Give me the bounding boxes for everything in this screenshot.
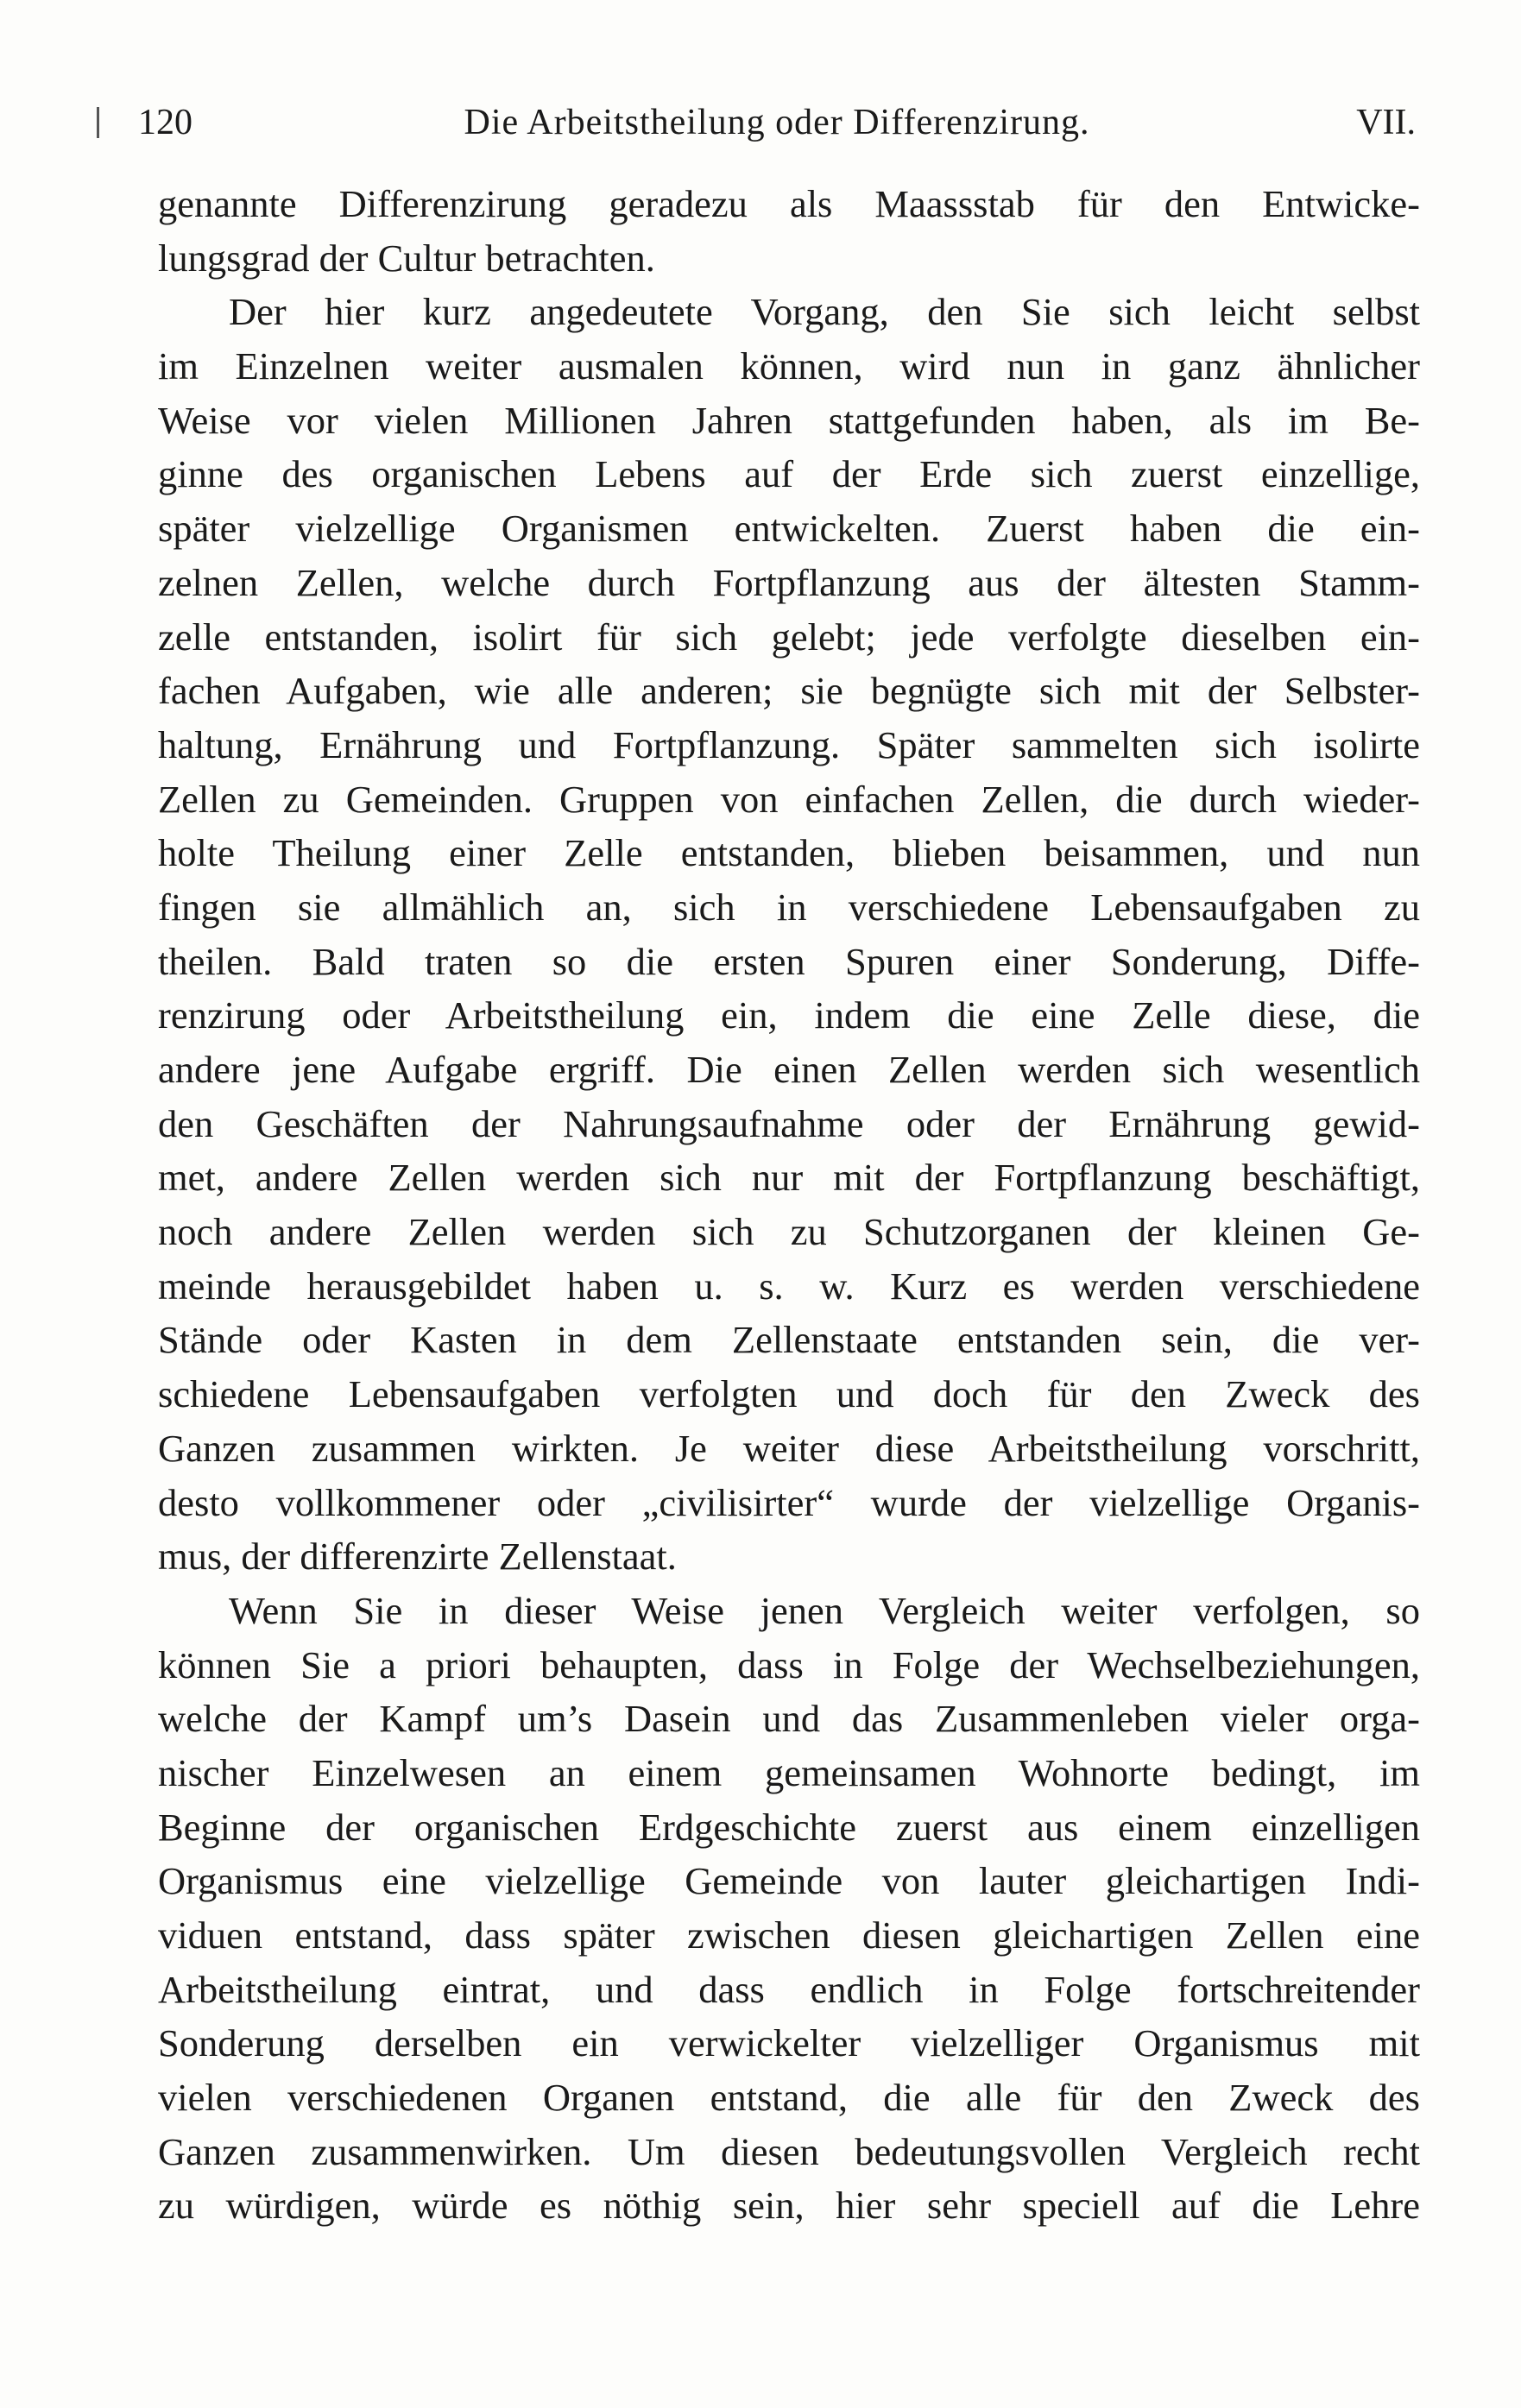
text-line: zelnen Zellen, welche durch Fortpflanzung aus der ältesten Stamm- (158, 560, 1420, 604)
margin-mark (97, 107, 99, 138)
text-line: können Sie a priori behaupten, dass in Folge der Wechselbeziehungen, (158, 1642, 1420, 1686)
text-line: ginne des organischen Lebens auf der Erde sich zuerst einzellige, (158, 452, 1420, 496)
text-line: mus, der differenzirte Zellenstaat. (158, 1535, 677, 1579)
body-text (158, 177, 1420, 2233)
text-line: Sonderung derselben ein verwickelter vielzelliger Organismus mit (158, 2021, 1420, 2065)
text-line: später vielzellige Organismen entwickelten. Zuerst haben die ein- (158, 507, 1420, 551)
text-line: fingen sie allmählich an, sich in verschiedene Lebensaufgaben zu (158, 885, 1420, 929)
text-line: Ganzen zusammen wirkten. Je weiter diese Arbeitstheilung vorschritt, (158, 1426, 1420, 1470)
text-line: desto vollkommener oder „civilisirter“ wurde der vielzellige Organis- (158, 1480, 1420, 1524)
text-line: noch andere Zellen werden sich zu Schutzorganen der kleinen Ge- (158, 1210, 1420, 1254)
text-line: holte Theilung einer Zelle entstanden, blieben beisammen, und nun (158, 831, 1420, 875)
text-line: Stände oder Kasten in dem Zellenstaate entstanden sein, die ver- (158, 1318, 1420, 1362)
text-line: Der hier kurz angedeutete Vorgang, den Sie sich leicht selbst (229, 290, 1420, 334)
text-line: welche der Kampf um’s Dasein und das Zusammenleben vieler orga- (158, 1697, 1420, 1741)
text-line: im Einzelnen weiter ausmalen können, wird nun in ganz ähnlicher (158, 344, 1420, 388)
text-line: den Geschäften der Nahrungsaufnahme oder der Ernährung gewid- (158, 1101, 1420, 1145)
text-line: vielen verschiedenen Organen entstand, die alle für den Zweck des (158, 2076, 1420, 2120)
text-line: genannte Differenzirung geradezu als Maassstab für den Entwicke- (158, 182, 1420, 225)
text-line: met, andere Zellen werden sich nur mit der Fortpflanzung beschäftigt, (158, 1156, 1420, 1200)
text-line: Weise vor vielen Millionen Jahren stattgefunden haben, als im Be- (158, 398, 1420, 442)
text-line: Beginne der organischen Erdgeschichte zuerst aus einem einzelligen (158, 1805, 1420, 1849)
text-line: Ganzen zusammenwirken. Um diesen bedeutungsvollen Vergleich recht (158, 2129, 1420, 2173)
text-line: haltung, Ernährung und Fortpflanzung. Später sammelten sich isolirte (158, 722, 1420, 766)
text-line: zu würdigen, würde es nöthig sein, hier sehr speciell auf die Lehre (158, 2184, 1420, 2228)
text-line: Organismus eine vielzellige Gemeinde von lauter gleichartigen Indi- (158, 1859, 1420, 1903)
text-line: zelle entstanden, isolirt für sich gelebt; jede verfolgte dieselben ein- (158, 615, 1420, 659)
text-line: renzirung oder Arbeitstheilung ein, indem die eine Zelle diese, die (158, 993, 1420, 1037)
text-line: viduen entstand, dass später zwischen diesen gleichartigen Zellen eine (158, 1913, 1420, 1957)
text-line: theilen. Bald traten so die ersten Spuren einer Sonderung, Diffe- (158, 939, 1420, 983)
chapter-number: VII. (1356, 103, 1416, 142)
text-line: lungsgrad der Cultur betrachten. (158, 236, 655, 280)
page-number: 120 (138, 103, 192, 142)
text-line: Arbeitstheilung eintrat, und dass endlich in Folge fortschreitender (158, 1967, 1420, 2011)
text-line: Zellen zu Gemeinden. Gruppen von einfachen Zellen, die durch wieder- (158, 777, 1420, 821)
text-line: schiedene Lebensaufgaben verfolgten und doch für den Zweck des (158, 1372, 1420, 1416)
running-head (129, 95, 1424, 150)
text-line: andere jene Aufgabe ergriff. Die einen Zellen werden sich wesentlich (158, 1048, 1420, 1091)
text-line: meinde herausgebildet haben u. s. w. Kurz es werden verschiedene (158, 1264, 1420, 1308)
text-line: fachen Aufgaben, wie alle anderen; sie begnügte sich mit der Selbster- (158, 669, 1420, 713)
text-line: Wenn Sie in dieser Weise jenen Vergleich weiter verfolgen, so (229, 1588, 1420, 1632)
running-title: Die Arbeitstheilung oder Differenzirung. (464, 103, 1090, 142)
text-line: nischer Einzelwesen an einem gemeinsamen Wohnorte bedingt, im (158, 1750, 1420, 1794)
